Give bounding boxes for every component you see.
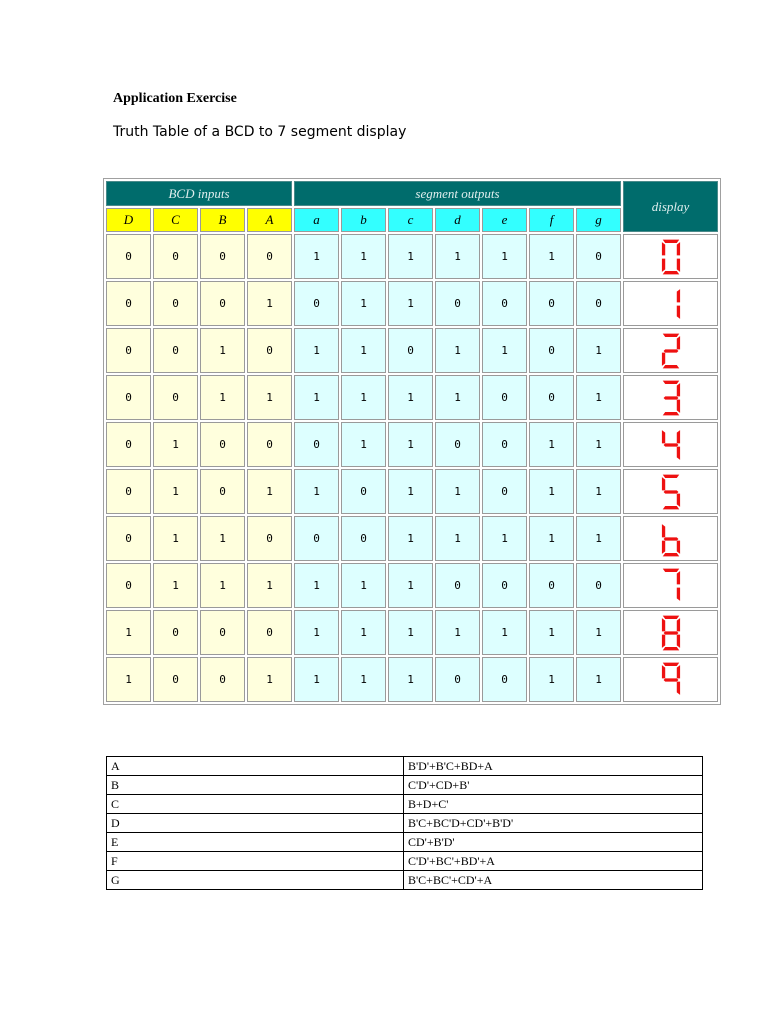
segment-e bbox=[661, 399, 664, 412]
input-value-cell: 1 bbox=[200, 563, 245, 608]
seven-segment-icon bbox=[658, 614, 684, 652]
seven-segment-icon bbox=[658, 426, 684, 464]
output-value-cell: 1 bbox=[294, 469, 339, 514]
segment-d bbox=[662, 553, 679, 556]
segment-b bbox=[676, 477, 679, 490]
equation-name: F bbox=[107, 852, 404, 871]
segment-c bbox=[676, 540, 679, 553]
seven-segment-icon bbox=[658, 661, 684, 699]
output-value-cell: 1 bbox=[388, 516, 433, 561]
output-value-cell: 0 bbox=[482, 281, 527, 326]
input-value-cell: 0 bbox=[153, 610, 198, 655]
segment-f bbox=[661, 571, 664, 584]
segment-c bbox=[676, 305, 679, 318]
output-value-cell: 0 bbox=[529, 375, 574, 420]
output-value-cell: 1 bbox=[576, 375, 621, 420]
input-value-cell: 0 bbox=[200, 469, 245, 514]
output-value-cell: 0 bbox=[294, 516, 339, 561]
input-value-cell: 1 bbox=[247, 563, 292, 608]
segment-e bbox=[661, 352, 664, 365]
equation-expression: B'D'+B'C+BD+A bbox=[404, 757, 703, 776]
truth-table-row bbox=[106, 375, 718, 420]
segment-d bbox=[662, 694, 679, 697]
segment-d bbox=[662, 365, 679, 368]
segment-d bbox=[662, 318, 679, 321]
output-value-cell: 0 bbox=[529, 563, 574, 608]
seven-segment-icon bbox=[658, 238, 684, 276]
input-value-cell: 0 bbox=[200, 657, 245, 702]
output-value-cell: 0 bbox=[482, 563, 527, 608]
input-value-cell: 0 bbox=[106, 328, 151, 373]
truth-table-row bbox=[106, 422, 718, 467]
equation-name: E bbox=[107, 833, 404, 852]
output-value-cell: 1 bbox=[435, 375, 480, 420]
segment-f bbox=[661, 383, 664, 396]
seven-segment-digit bbox=[623, 234, 718, 279]
input-value-cell: 1 bbox=[153, 563, 198, 608]
input-value-cell: 0 bbox=[200, 234, 245, 279]
equation-name: C bbox=[107, 795, 404, 814]
output-value-cell: 1 bbox=[435, 610, 480, 655]
segment-a bbox=[662, 521, 679, 524]
equation-name: D bbox=[107, 814, 404, 833]
segment-g bbox=[663, 537, 678, 540]
segment-c bbox=[676, 587, 679, 600]
segment-f bbox=[661, 665, 664, 678]
exercise-heading: Application Exercise bbox=[113, 91, 237, 106]
seven-segment-icon bbox=[658, 332, 684, 370]
seven-segment-icon bbox=[658, 285, 684, 323]
equation-expression: B'C+BC'+CD'+A bbox=[404, 871, 703, 890]
segment-b bbox=[676, 430, 679, 443]
segment-c bbox=[676, 258, 679, 271]
equation-row bbox=[107, 852, 703, 871]
output-value-cell: 0 bbox=[482, 375, 527, 420]
input-value-cell: 1 bbox=[200, 516, 245, 561]
output-value-cell: 0 bbox=[576, 563, 621, 608]
seven-segment-digit bbox=[623, 610, 718, 655]
output-value-cell: 1 bbox=[388, 610, 433, 655]
segment-a bbox=[662, 615, 679, 618]
output-value-cell: 1 bbox=[576, 469, 621, 514]
segment-g bbox=[663, 255, 678, 258]
output-value-cell: 1 bbox=[482, 516, 527, 561]
segment-e bbox=[661, 681, 664, 694]
output-col-header: c bbox=[388, 208, 433, 232]
segment-a bbox=[662, 474, 679, 477]
seven-segment-digit bbox=[623, 516, 718, 561]
output-value-cell: 1 bbox=[529, 422, 574, 467]
equation-row bbox=[107, 795, 703, 814]
truth-table-row bbox=[106, 234, 718, 279]
output-value-cell: 1 bbox=[388, 281, 433, 326]
output-value-cell: 0 bbox=[482, 657, 527, 702]
output-value-cell: 0 bbox=[576, 234, 621, 279]
output-value-cell: 1 bbox=[294, 657, 339, 702]
input-value-cell: 1 bbox=[153, 422, 198, 467]
equation-expression: C'D'+CD+B' bbox=[404, 776, 703, 795]
output-value-cell: 0 bbox=[294, 422, 339, 467]
input-value-cell: 0 bbox=[247, 610, 292, 655]
output-value-cell: 1 bbox=[388, 657, 433, 702]
input-value-cell: 1 bbox=[247, 375, 292, 420]
segment-c bbox=[676, 399, 679, 412]
equation-name: A bbox=[107, 757, 404, 776]
input-value-cell: 0 bbox=[106, 563, 151, 608]
seven-segment-digit bbox=[623, 281, 718, 326]
output-value-cell: 0 bbox=[341, 516, 386, 561]
output-col-header: f bbox=[529, 208, 574, 232]
seven-segment-icon bbox=[658, 379, 684, 417]
input-value-cell: 0 bbox=[153, 375, 198, 420]
segment-outputs-header: segment outputs bbox=[294, 181, 621, 206]
output-value-cell: 0 bbox=[482, 422, 527, 467]
segment-e bbox=[661, 540, 664, 553]
output-value-cell: 0 bbox=[435, 281, 480, 326]
equation-row bbox=[107, 776, 703, 795]
segment-g bbox=[663, 302, 678, 305]
display-header: display bbox=[623, 181, 718, 232]
output-value-cell: 1 bbox=[435, 469, 480, 514]
output-col-header: e bbox=[482, 208, 527, 232]
input-value-cell: 1 bbox=[153, 469, 198, 514]
segment-g bbox=[663, 678, 678, 681]
output-value-cell: 1 bbox=[341, 657, 386, 702]
output-value-cell: 1 bbox=[388, 375, 433, 420]
truth-table bbox=[103, 178, 721, 705]
output-value-cell: 0 bbox=[435, 422, 480, 467]
output-value-cell: 1 bbox=[294, 375, 339, 420]
segment-b bbox=[676, 383, 679, 396]
equation-name: B bbox=[107, 776, 404, 795]
segment-d bbox=[662, 271, 679, 274]
input-col-header: D bbox=[106, 208, 151, 232]
segment-f bbox=[661, 289, 664, 302]
input-col-header: A bbox=[247, 208, 292, 232]
seven-segment-digit bbox=[623, 422, 718, 467]
output-value-cell: 0 bbox=[576, 281, 621, 326]
segment-b bbox=[676, 289, 679, 302]
input-value-cell: 0 bbox=[106, 516, 151, 561]
output-value-cell: 1 bbox=[341, 281, 386, 326]
segment-e bbox=[661, 587, 664, 600]
seven-segment-digit bbox=[623, 657, 718, 702]
truth-table-row bbox=[106, 469, 718, 514]
output-value-cell: 0 bbox=[529, 281, 574, 326]
output-value-cell: 1 bbox=[341, 422, 386, 467]
segment-e bbox=[661, 258, 664, 271]
segment-c bbox=[676, 681, 679, 694]
output-value-cell: 0 bbox=[482, 469, 527, 514]
segment-e bbox=[661, 446, 664, 459]
segment-b bbox=[676, 242, 679, 255]
equation-row bbox=[107, 871, 703, 890]
segment-e bbox=[661, 634, 664, 647]
input-value-cell: 0 bbox=[106, 281, 151, 326]
truth-table-row bbox=[106, 563, 718, 608]
segment-b bbox=[676, 571, 679, 584]
segment-d bbox=[662, 600, 679, 603]
output-col-header: d bbox=[435, 208, 480, 232]
segment-e bbox=[661, 305, 664, 318]
output-value-cell: 0 bbox=[435, 563, 480, 608]
equation-expression: B'C+BC'D+CD'+B'D' bbox=[404, 814, 703, 833]
output-value-cell: 1 bbox=[435, 234, 480, 279]
seven-segment-icon bbox=[658, 567, 684, 605]
segment-d bbox=[662, 459, 679, 462]
seven-segment-digit bbox=[623, 469, 718, 514]
output-value-cell: 1 bbox=[482, 234, 527, 279]
output-value-cell: 1 bbox=[482, 610, 527, 655]
input-value-cell: 1 bbox=[247, 657, 292, 702]
output-col-header: a bbox=[294, 208, 339, 232]
truth-table-row bbox=[106, 657, 718, 702]
segment-a bbox=[662, 427, 679, 430]
input-value-cell: 0 bbox=[106, 234, 151, 279]
segment-g bbox=[663, 443, 678, 446]
output-value-cell: 1 bbox=[294, 610, 339, 655]
input-value-cell: 0 bbox=[153, 657, 198, 702]
output-value-cell: 1 bbox=[388, 469, 433, 514]
segment-c bbox=[676, 446, 679, 459]
input-value-cell: 0 bbox=[247, 328, 292, 373]
table-title: Truth Table of a BCD to 7 segment display bbox=[113, 124, 407, 140]
output-value-cell: 1 bbox=[341, 375, 386, 420]
output-value-cell: 0 bbox=[388, 328, 433, 373]
input-col-header: C bbox=[153, 208, 198, 232]
seven-segment-icon bbox=[658, 473, 684, 511]
output-value-cell: 1 bbox=[294, 328, 339, 373]
segment-e bbox=[661, 493, 664, 506]
input-value-cell: 0 bbox=[153, 328, 198, 373]
output-value-cell: 1 bbox=[529, 610, 574, 655]
segment-g bbox=[663, 490, 678, 493]
segment-g bbox=[663, 631, 678, 634]
equation-row bbox=[107, 814, 703, 833]
segment-a bbox=[662, 568, 679, 571]
output-value-cell: 1 bbox=[529, 657, 574, 702]
input-value-cell: 1 bbox=[106, 657, 151, 702]
input-value-cell: 0 bbox=[153, 281, 198, 326]
segment-b bbox=[676, 618, 679, 631]
input-value-cell: 1 bbox=[200, 375, 245, 420]
segment-d bbox=[662, 647, 679, 650]
equations-table bbox=[106, 756, 703, 890]
output-value-cell: 1 bbox=[529, 234, 574, 279]
segment-f bbox=[661, 336, 664, 349]
output-value-cell: 0 bbox=[294, 281, 339, 326]
equation-expression: CD'+B'D' bbox=[404, 833, 703, 852]
output-value-cell: 1 bbox=[341, 563, 386, 608]
output-value-cell: 1 bbox=[576, 657, 621, 702]
output-value-cell: 0 bbox=[435, 657, 480, 702]
output-col-header: b bbox=[341, 208, 386, 232]
input-value-cell: 1 bbox=[247, 281, 292, 326]
segment-f bbox=[661, 618, 664, 631]
output-value-cell: 1 bbox=[388, 422, 433, 467]
input-value-cell: 1 bbox=[153, 516, 198, 561]
seven-segment-digit bbox=[623, 375, 718, 420]
input-value-cell: 0 bbox=[200, 610, 245, 655]
equation-row bbox=[107, 833, 703, 852]
input-value-cell: 0 bbox=[247, 516, 292, 561]
input-value-cell: 0 bbox=[200, 281, 245, 326]
input-col-header: B bbox=[200, 208, 245, 232]
truth-table-row bbox=[106, 516, 718, 561]
segment-f bbox=[661, 477, 664, 490]
equation-row bbox=[107, 757, 703, 776]
input-value-cell: 0 bbox=[247, 422, 292, 467]
segment-a bbox=[662, 380, 679, 383]
input-value-cell: 0 bbox=[106, 375, 151, 420]
seven-segment-digit bbox=[623, 563, 718, 608]
equation-expression: B+D+C' bbox=[404, 795, 703, 814]
segment-a bbox=[662, 662, 679, 665]
output-value-cell: 1 bbox=[529, 516, 574, 561]
output-value-cell: 1 bbox=[388, 234, 433, 279]
equation-expression: C'D'+BC'+BD'+A bbox=[404, 852, 703, 871]
seven-segment-digit bbox=[623, 328, 718, 373]
output-value-cell: 1 bbox=[388, 563, 433, 608]
segment-f bbox=[661, 242, 664, 255]
segment-a bbox=[662, 333, 679, 336]
seven-segment-icon bbox=[658, 520, 684, 558]
segment-b bbox=[676, 336, 679, 349]
output-value-cell: 1 bbox=[435, 328, 480, 373]
output-value-cell: 1 bbox=[576, 610, 621, 655]
segment-g bbox=[663, 349, 678, 352]
segment-d bbox=[662, 506, 679, 509]
output-value-cell: 1 bbox=[576, 516, 621, 561]
segment-b bbox=[676, 665, 679, 678]
truth-table-row bbox=[106, 610, 718, 655]
output-value-cell: 1 bbox=[341, 610, 386, 655]
input-value-cell: 1 bbox=[106, 610, 151, 655]
output-value-cell: 1 bbox=[435, 516, 480, 561]
segment-g bbox=[663, 396, 678, 399]
input-value-cell: 1 bbox=[247, 469, 292, 514]
input-value-cell: 0 bbox=[106, 469, 151, 514]
input-value-cell: 0 bbox=[153, 234, 198, 279]
segment-c bbox=[676, 352, 679, 365]
output-value-cell: 1 bbox=[294, 563, 339, 608]
output-value-cell: 1 bbox=[576, 422, 621, 467]
output-value-cell: 1 bbox=[341, 234, 386, 279]
segment-b bbox=[676, 524, 679, 537]
output-value-cell: 1 bbox=[482, 328, 527, 373]
segment-c bbox=[676, 634, 679, 647]
bcd-inputs-header: BCD inputs bbox=[106, 181, 292, 206]
segment-a bbox=[662, 239, 679, 242]
output-value-cell: 1 bbox=[294, 234, 339, 279]
truth-table-row bbox=[106, 281, 718, 326]
truth-table-row bbox=[106, 328, 718, 373]
output-value-cell: 1 bbox=[576, 328, 621, 373]
output-value-cell: 1 bbox=[341, 328, 386, 373]
segment-f bbox=[661, 430, 664, 443]
output-value-cell: 0 bbox=[341, 469, 386, 514]
equation-name: G bbox=[107, 871, 404, 890]
input-value-cell: 0 bbox=[200, 422, 245, 467]
input-value-cell: 0 bbox=[106, 422, 151, 467]
segment-a bbox=[662, 286, 679, 289]
input-value-cell: 1 bbox=[200, 328, 245, 373]
segment-g bbox=[663, 584, 678, 587]
output-col-header: g bbox=[576, 208, 621, 232]
segment-f bbox=[661, 524, 664, 537]
output-value-cell: 1 bbox=[529, 469, 574, 514]
segment-d bbox=[662, 412, 679, 415]
input-value-cell: 0 bbox=[247, 234, 292, 279]
segment-c bbox=[676, 493, 679, 506]
output-value-cell: 0 bbox=[529, 328, 574, 373]
